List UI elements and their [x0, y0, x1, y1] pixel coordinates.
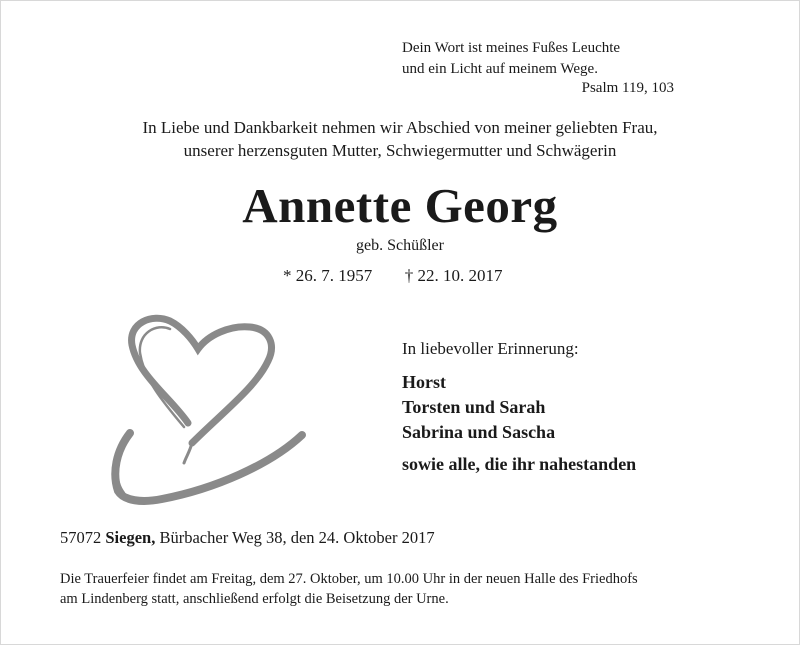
mourner-name: Torsten und Sarah: [402, 397, 546, 417]
place-and-date: [60, 527, 435, 549]
zip-code: 57072: [60, 528, 102, 547]
psalm-line-1: Dein Wort ist meines Fußes Leuchte: [402, 40, 621, 56]
intro-line-1: In Liebe und Dankbarkeit nehmen wir Abschied von meiner geliebten Frau,: [142, 118, 658, 137]
birth-date: * 26. 7. 1957: [283, 266, 373, 285]
memory-heading: In liebevoller Erinnerung:: [402, 339, 579, 358]
funeral-line-2: am Lindenberg statt, anschließend erfolgt die Beisetzung der Urne.: [60, 591, 449, 607]
maiden-name: geb. Schüßler: [356, 237, 444, 254]
heart-ribbon-icon: [110, 305, 310, 505]
mourner-closing: sowie alle, die ihr nahestanden: [402, 454, 637, 474]
address-date: Bürbacher Weg 38, den 24. Oktober 2017: [159, 528, 435, 547]
life-dates: [283, 265, 503, 287]
funeral-line-1: Die Trauerfeier findet am Freitag, dem 27. Oktober, um 10.00 Uhr in der neuen Halle des Friedhofs: [60, 571, 638, 587]
psalm-quote: [402, 38, 620, 80]
death-date: † 22. 10. 2017: [404, 266, 503, 285]
mourner-name: Sabrina und Sascha: [402, 422, 556, 442]
deceased-name: Annette Georg: [242, 178, 558, 233]
mourner-name: Horst: [402, 372, 446, 392]
psalm-line-2: und ein Licht auf meinem Wege.: [402, 61, 598, 77]
intro-line-2: unserer herzensguten Mutter, Schwiegermutter und Schwägerin: [183, 141, 617, 160]
psalm-reference: Psalm 119, 103: [581, 80, 674, 96]
city: Siegen,: [105, 528, 156, 547]
funeral-info: [60, 569, 638, 609]
